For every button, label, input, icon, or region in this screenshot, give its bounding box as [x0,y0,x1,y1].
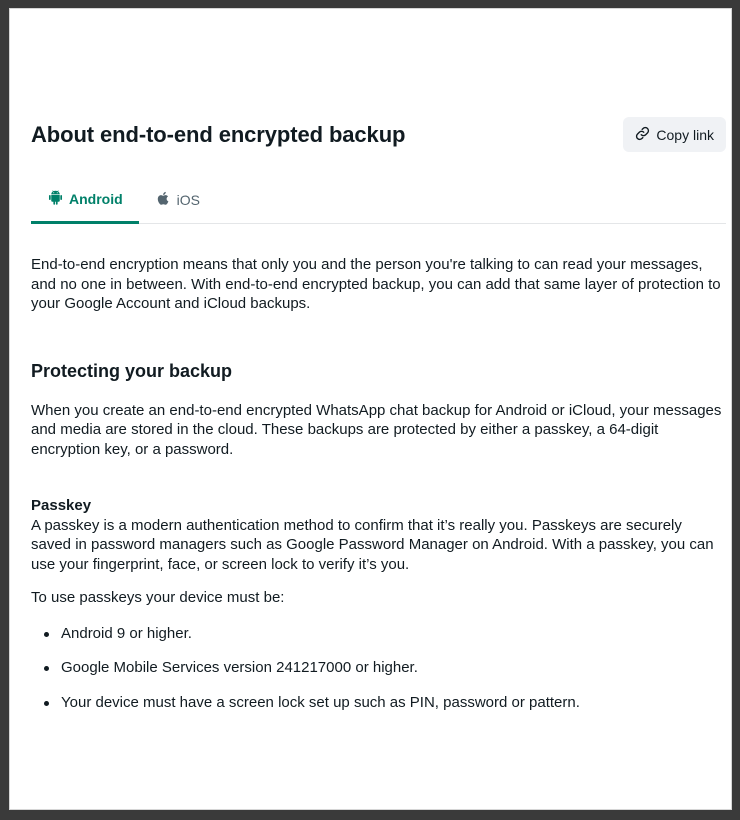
article-header [31,117,726,152]
tab-android-label: Android [69,191,123,207]
link-icon [635,126,650,144]
tab-ios[interactable] [139,177,216,223]
tab-android[interactable] [31,177,139,224]
copy-link-button[interactable] [623,117,726,152]
intro-paragraph: End-to-end encryption means that only you and the person you're talking to can read your messages, and no one in between. With end-to-end encrypted backup, you can add that same layer of protection to your Google Account and iCloud backups. [31,256,721,312]
tab-ios-label: iOS [176,192,200,208]
subheading-passkey: Passkey [31,497,92,514]
page-title: About end-to-end encrypted backup [31,121,406,147]
article-panel [10,9,731,809]
list-item: Your device must have a screen lock set up such as PIN, password or pattern. [41,693,726,713]
section-heading-protecting: Protecting your backup [31,360,233,381]
list-item: Android 9 or higher. [41,624,726,644]
article-body [31,255,726,727]
section-paragraph: When you create an end-to-end encrypted WhatsApp chat backup for Android or iCloud, your messages and media are stored in the cloud. These backups are protected by either a passkey, a 64-digit encryption key, or a password. [31,401,722,458]
passkey-paragraph: A passkey is a modern authentication method to confirm that it’s really you. Passkeys are securely saved in password managers such as Google Password Manager on Android. With a passkey, you can use your fingerprint, face, or screen lock to verify it’s you. [31,516,714,573]
android-icon [47,189,64,209]
list-item: Google Mobile Services version 241217000 or higher. [41,658,726,678]
requirements-intro: To use passkeys your device must be: [31,589,285,606]
copy-link-label: Copy link [656,126,714,143]
platform-tabs [31,177,726,224]
requirements-list [31,624,726,713]
apple-icon [155,190,172,210]
